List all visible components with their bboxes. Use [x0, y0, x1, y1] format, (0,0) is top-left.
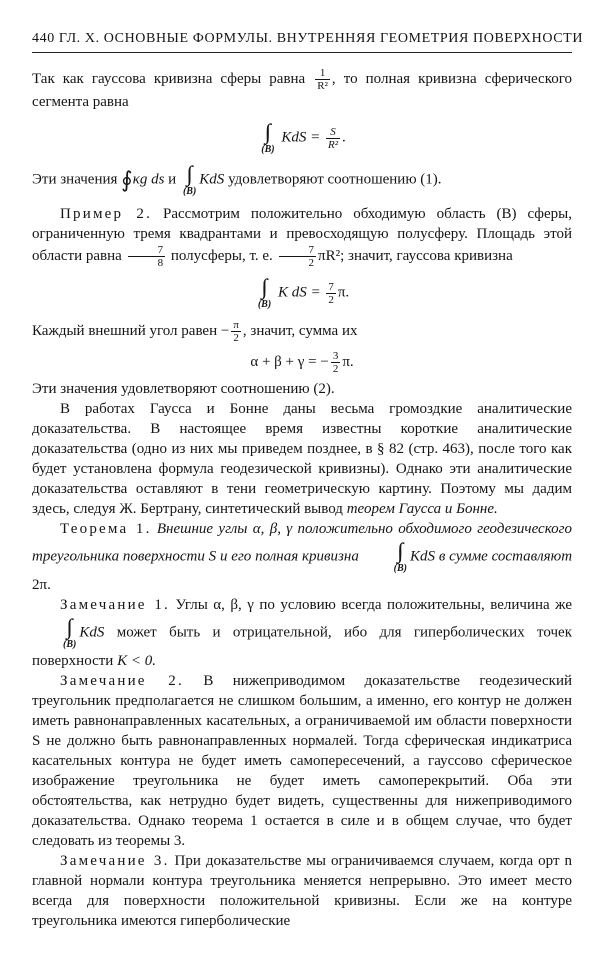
- double-integral: ∫∫ (B): [261, 119, 275, 155]
- example-2: Пример 2. Рассмотрим положительно обходимую область (B) сферы, ограниченную тремя квадрантами и превосходящую полусферу. Площадь этой области равна $\frac{7}{8}$ полусферы, т. е. $\frac{7}{2}$ πR²; значит, гауссова кривизна: [32, 206, 572, 269]
- paragraph-exterior-angles: Каждый внешний угол равен − $\frac{\pi}{2}$ , значит, сумма их: [32, 319, 358, 344]
- double-integral: ∫∫ (B): [63, 614, 77, 650]
- remark-heading: Замечание 2.: [60, 673, 184, 689]
- running-title: ГЛ. X. ОСНОВНЫЕ ФОРМУЛЫ. ВНУТРЕННЯЯ ГЕОМЕТРИЯ ПОВЕРХНОСТИ: [58, 31, 584, 46]
- paragraph-sphere-curvature: Так как гауссова кривизна сферы равна $\frac{1}{\text{R²}}$ , то полная кривизна сферического сегмента равна: [32, 67, 572, 110]
- theorem-heading: Теорема 1.: [60, 521, 152, 537]
- remark-heading: Замечание 3.: [60, 853, 170, 869]
- remark-2: Замечание 2. В нижеприводимом доказательстве геодезический треугольник предполагается не слишком большим, а именно, его контур не должен иметь равнонаправленных касательных, а ограничиваемой им области поверхности S не должно быть равнонаправленных нормалей. Тогда сферическая индикатриса касательных контура не будет иметь самопересечений, а гауссово сферическое изображение треугольника не будет иметь самоперекрытий. Оба эти обстоятельства, как нетрудно будет видеть, существенны для нижеприводимого доказательства. Однако теорема 1 остается в силе и в общем случае, что будет следовать из теоремы 3.: [32, 673, 573, 849]
- contour-integral-symbol: ∮: [121, 167, 133, 192]
- theorem-1: Теорема 1. Внешние углы α, β, γ положительно обходимого геодезического треугольника поверхности S и его полная кривизна ∫∫ (B) KdS в сумме составляют 2π.: [32, 521, 573, 593]
- page-number: 440: [32, 31, 55, 46]
- paragraph-history: В работах Гаусса и Бонне даны весьма громоздкие аналитические доказательства. В настоящее время известны короткие аналитические доказательства (одно из них мы приведем позднее, в § 82 (стр. 463), после того как будет установлена формула геодезической кривизны). Однако эти аналитические доказательства оставляют в тени геометрическую картину. Поэтому мы дадим здесь, следуя Ж. Бертрану, синтетический вывод теорем Гаусса и Бонне.: [32, 401, 572, 517]
- remark-3: Замечание 3. При доказательстве мы ограничиваемся случаем, когда орт n главной нормали контура треугольника меняется непрерывно. Это имеет место всегда для поверхности положительной кривизны. Если же на контуре треугольника имеются гиперболические: [32, 853, 573, 929]
- remark-1: Замечание 1. Углы α, β, γ по условию всегда положительны, величина же ∫∫ (B) KdS может быть и отрицательной, ибо для гиперболических точек поверхности K < 0.: [32, 597, 572, 669]
- fraction-1-over-r2: $\frac{1}{\text{R²}}$: [317, 67, 328, 92]
- double-integral: ∫∫ (B): [257, 274, 272, 310]
- paragraph-relation-2: Эти значения удовлетворяют соотношению (2).: [32, 381, 335, 397]
- equation-angle-sum: α + β + γ = − $\frac{3}{2}$ π.: [250, 350, 354, 375]
- example-heading: Пример 2.: [60, 206, 153, 222]
- equation-example-2: ∫∫ (B) K dS = $\frac{7}{2}$ π.: [257, 274, 350, 310]
- double-integral: ∫∫ (B): [393, 538, 408, 574]
- running-header: [32, 28, 584, 50]
- book-page: [32, 28, 584, 931]
- paragraph-values: Эти значения ∮κg ds и ∫∫ (B) KdS удовлетворяют соотношению (1).: [32, 161, 442, 197]
- remark-heading: Замечание 1.: [60, 597, 171, 613]
- header-rule: [32, 52, 572, 53]
- double-integral: ∫∫ (B): [182, 161, 197, 197]
- equation-total-curvature: ∫∫ (B) KdS = $\frac{S}{\text{R²}}$ .: [261, 119, 346, 155]
